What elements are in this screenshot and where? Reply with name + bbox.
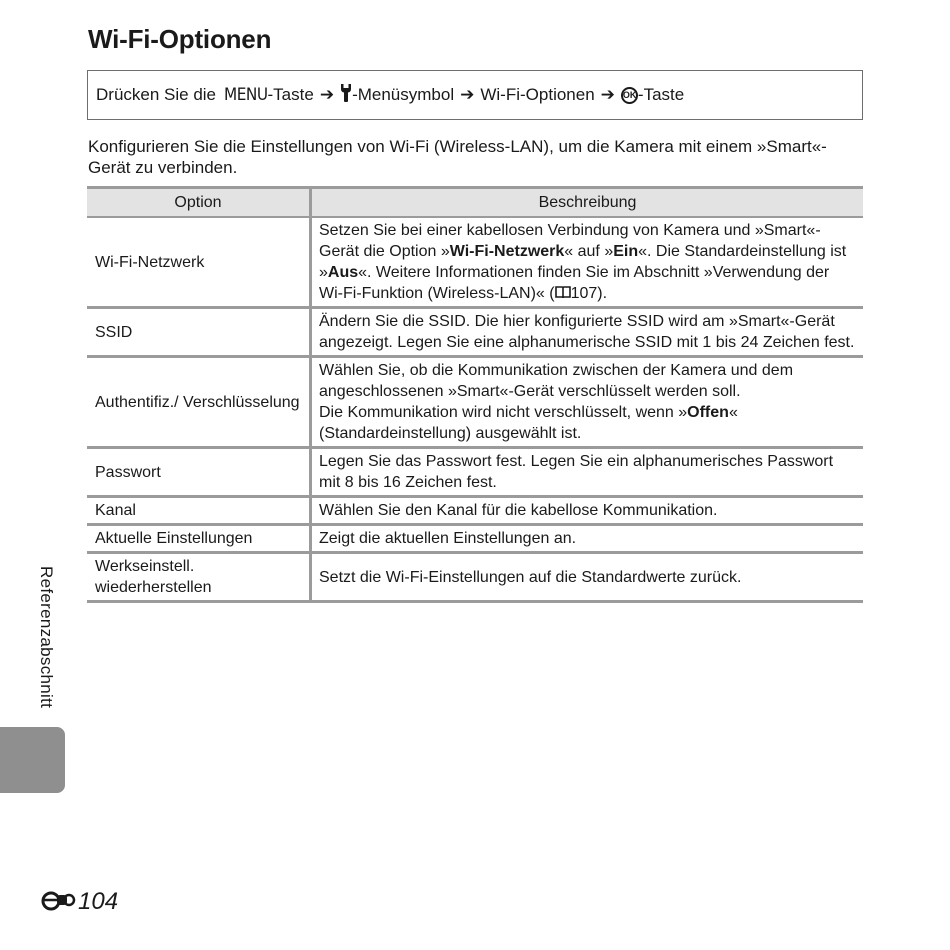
section-tab-marker xyxy=(0,727,65,793)
option-cell: SSID xyxy=(87,308,311,357)
table-row xyxy=(87,525,863,553)
desc-bold: Ein xyxy=(613,243,639,260)
page-number-text: 104 xyxy=(78,888,119,915)
option-cell: Authentifiz./ Verschlüsselung xyxy=(87,357,311,448)
description-cell xyxy=(311,217,864,308)
desc-text: «. Die Standardeinstellung ist » xyxy=(319,243,847,281)
nav-menu-suffix: -Taste xyxy=(267,85,314,104)
reference-section-icon xyxy=(40,889,76,916)
ok-button-icon: OK xyxy=(621,87,638,104)
table-row xyxy=(87,217,863,308)
page-title: Wi-Fi-Optionen xyxy=(88,24,272,54)
description-cell: Ändern Sie die SSID. Die hier konfigurierte SSID wird am »Smart«-Gerät angezeigt. Legen Sie eine alphanumerische SSID mit 1 bis 24 Zeichen fest. xyxy=(311,308,864,357)
description-cell: Zeigt die aktuellen Einstellungen an. xyxy=(311,525,864,553)
option-cell: Passwort xyxy=(87,448,311,497)
table-row xyxy=(87,357,863,448)
description-cell: Wählen Sie den Kanal für die kabellose Kommunikation. xyxy=(311,497,864,525)
option-cell: Wi-Fi-Netzwerk xyxy=(87,217,311,308)
option-cell: Aktuelle Einstellungen xyxy=(87,525,311,553)
arrow-right-icon: ➔ xyxy=(600,85,615,104)
table-header-row xyxy=(87,188,863,218)
desc-text: 107). xyxy=(570,285,608,302)
nav-step-wifi-options: Wi-Fi-Optionen xyxy=(480,85,595,104)
arrow-right-icon: ➔ xyxy=(460,85,475,104)
option-cell: Kanal xyxy=(87,497,311,525)
desc-bold: Aus xyxy=(327,264,359,281)
navigation-instruction-box xyxy=(87,70,863,120)
desc-text: «. Weitere Informationen finden Sie im Abschnitt »Verwendung der Wi-Fi-Funktion (Wireless-LAN)« ( xyxy=(319,264,830,302)
book-reference-icon xyxy=(555,285,571,302)
description-cell: Legen Sie das Passwort fest. Legen Sie ein alphanumerisches Passwort mit 8 bis 16 Zeichen fest. xyxy=(311,448,864,497)
page-number xyxy=(40,888,118,916)
table-row xyxy=(87,497,863,525)
arrow-right-icon: ➔ xyxy=(319,85,335,104)
description-cell xyxy=(311,357,864,448)
header-option: Option xyxy=(87,188,311,218)
option-cell: Werkseinstell. wiederherstellen xyxy=(87,553,311,602)
desc-text: Wählen Sie, ob die Kommunikation zwischen der Kamera und dem angeschlossenen »Smart«-Gerät verschlüsselt werden soll. xyxy=(319,362,794,400)
section-sidebar-label: Referenzabschnitt xyxy=(37,566,56,709)
menu-button-label: MENU xyxy=(224,85,268,105)
table-row xyxy=(87,448,863,497)
nav-step-menu-icon: -Menüsymbol xyxy=(352,85,455,104)
desc-text: « auf » xyxy=(564,243,614,260)
header-description: Beschreibung xyxy=(311,188,864,218)
desc-bold: Offen xyxy=(687,404,729,421)
description-cell: Setzt die Wi-Fi-Einstellungen auf die Standardwerte zurück. xyxy=(311,553,864,602)
nav-prefix: Drücken Sie die xyxy=(96,85,217,104)
desc-text: Setzen Sie bei einer kabellosen Verbindung von Kamera und »Smart«-Gerät die Option » xyxy=(319,222,821,260)
table-row xyxy=(87,553,863,602)
nav-step-ok: -Taste xyxy=(637,85,685,104)
table-row xyxy=(87,308,863,357)
options-table xyxy=(87,186,863,603)
wrench-icon xyxy=(340,84,352,107)
desc-bold: Wi-Fi-Netzwerk xyxy=(449,243,565,260)
desc-text: « (Standardeinstellung) ausgewählt ist. xyxy=(319,404,738,442)
desc-text: Die Kommunikation wird nicht verschlüsselt, wenn » xyxy=(319,404,688,421)
intro-paragraph: Konfigurieren Sie die Einstellungen von Wi-Fi (Wireless-LAN), um die Kamera mit einem »Smart«-Gerät zu verbinden. xyxy=(88,137,827,177)
